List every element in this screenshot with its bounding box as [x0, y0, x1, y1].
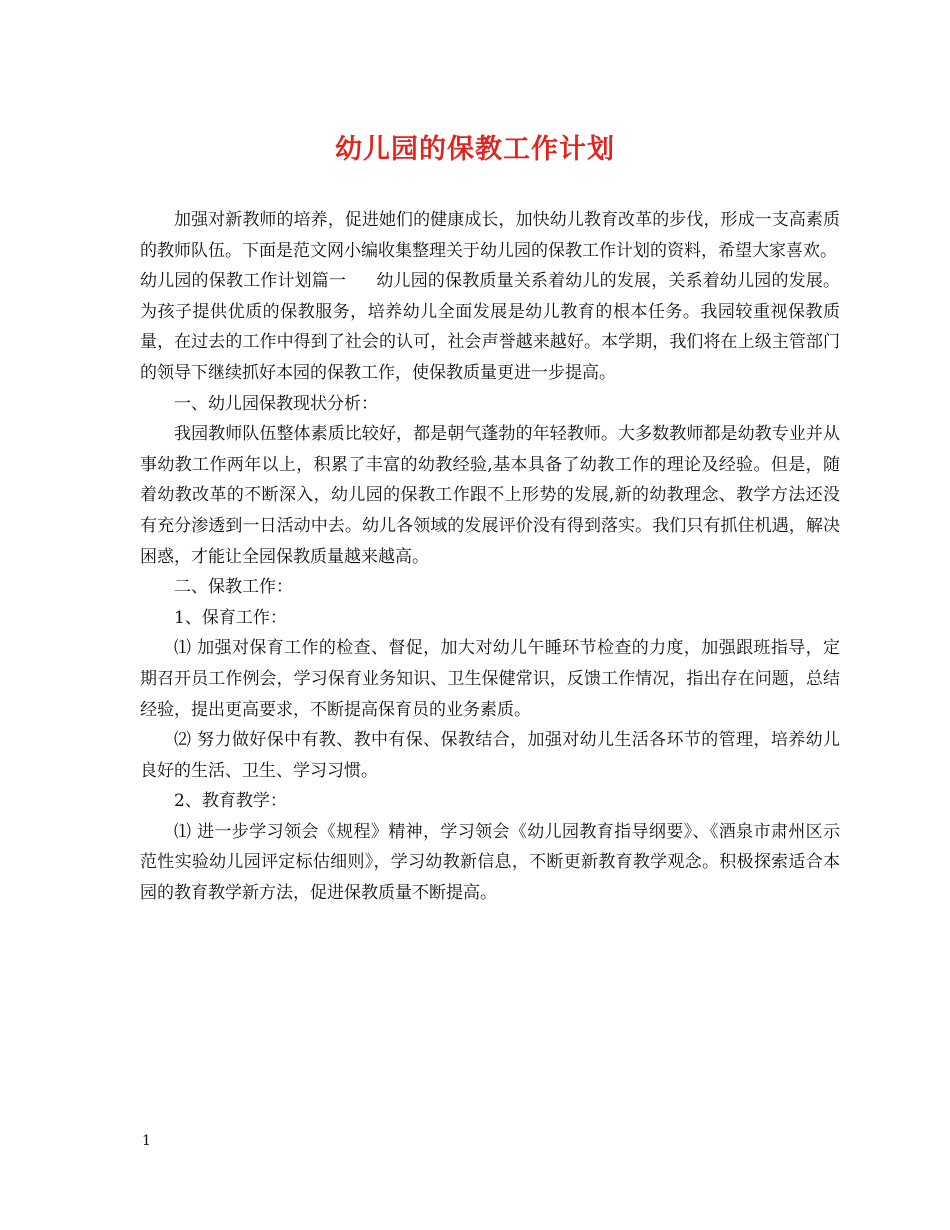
subheading-care: 1、保育工作： [174, 607, 287, 628]
document-title: 幼儿园的保教工作计划 [335, 134, 615, 165]
teaching-item-1: ⑴ 进一步学习领会《规程》精神，学习领会《幼儿园教育指导纲要》、《酒泉市肃州区示范性实验幼儿园评定标估细则》，学习幼教新信息，不断更新教育教学观念。积极探索适合本园的教育教学新方法，促进保教质量不断提高。 [140, 821, 840, 904]
analysis-paragraph: 我园教师队伍整体素质比较好，都是朝气蓬勃的年轻教师。大多数教师都是幼教专业并从事幼教工作两年以上，积累了丰富的幼教经验,基本具备了幼教工作的理论及经验。但是，随着幼教改革的不断深入，幼儿园的保教工作跟不上形势的发展,新的幼教理念、教学方法还没有充分渗透到一日活动中去。幼儿各领域的发展评价没有得到落实。我们只有抓住机遇，解决困惑，才能让全园保教质量越来越高。 [140, 424, 840, 567]
document-body [140, 205, 840, 909]
care-item-1: ⑴ 加强对保育工作的检查、督促，加大对幼儿午睡环节检查的力度，加强跟班指导，定期召开员工作例会，学习保育业务知识、卫生保健常识，反馈工作情况，指出存在问题，总结经验，提出更高要求，不断提高保育员的业务素质。 [140, 638, 840, 720]
intro-paragraph: 加强对新教师的培养，促进她们的健康成长，加快幼儿教育改革的步伐，形成一支高素质的教师队伍。下面是范文网小编收集整理关于幼儿园的保教工作计划的资料，希望大家喜欢。 [140, 210, 840, 261]
section-paragraph [140, 266, 840, 388]
section-text: 幼儿园的保教质量关系着幼儿的发展，关系着幼儿园的发展。为孩子提供优质的保教服务，培养幼儿全面发展是幼儿教育的根本任务。我园较重视保教质量，在过去的工作中得到了社会的认可，社会声誉越来越好。本学期，我们将在上级主管部门的领导下继续抓好本园的保教工作，使保教质量更进一步提高。 [140, 271, 841, 383]
subheading-teaching: 2、教育教学： [174, 791, 287, 812]
heading-work: 二、保教工作： [174, 577, 293, 598]
page-number: 1 [142, 1133, 151, 1149]
section-label: 幼儿园的保教工作计划篇一 [140, 271, 347, 292]
care-item-2: ⑵ 努力做好保中有教、教中有保、保教结合，加强对幼儿生活各环节的管理，培养幼儿良好的生活、卫生、学习习惯。 [140, 730, 840, 781]
heading-analysis: 一、幼儿园保教现状分析： [174, 393, 378, 414]
